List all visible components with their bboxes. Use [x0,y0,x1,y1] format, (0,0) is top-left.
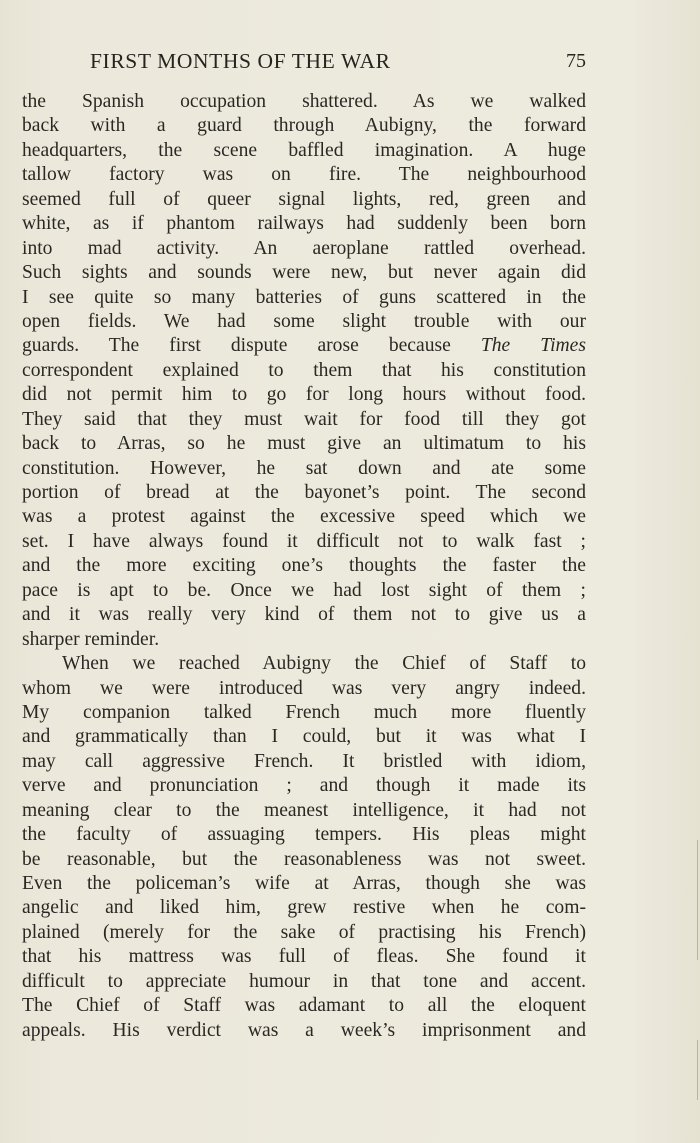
text-line: and it was really very kind of them not to give us a [22,604,586,626]
text-line: appeals. His verdict was a week’s imprisonment and [22,1019,586,1041]
paragraph-start-line: When we reached Aubigny the Chief of Staff to [62,653,586,675]
text-line: Even the policeman’s wife at Arras, though she was [22,873,586,894]
text-line: portion of bread at the bayonet’s point. The second [22,482,586,503]
newspaper-title: The Times [480,335,586,357]
text-line: Such sights and sounds were new, but never again did [22,262,586,284]
text-line: I see quite so many batteries of guns scattered in the [22,286,586,308]
text-line: open fields. We had some slight trouble with our [22,310,586,332]
text-line: set. I have always found it difficult not to walk fast ; [22,530,586,552]
text-line: angelic and liked him, grew restive when he com- [22,897,586,919]
text-line: whom we were introduced was very angry indeed. [22,677,586,699]
text-line: and the more exciting one’s thoughts the faster the [22,555,586,577]
text-line: the Spanish occupation shattered. As we walked [22,91,586,112]
text-line: back with a guard through Aubigny, the forward [22,115,586,137]
text-line: My companion talked French much more fluently [22,701,586,723]
body-text [22,90,586,1043]
running-head [22,44,586,78]
text-line: seemed full of queer signal lights, red, green and [22,188,586,210]
text-line: was a protest against the excessive speed which we [22,506,586,528]
text-line: constitution. However, he sat down and ate some [22,457,586,479]
text-line: white, as if phantom railways had suddenly been born [22,213,586,235]
text-line: verve and pronunciation ; and though it made its [22,775,586,797]
text-line: The Chief of Staff was adamant to all the eloquent [22,995,586,1017]
text-line: They said that they must wait for food till they got [22,408,586,430]
text-line [22,334,586,358]
text-line: difficult to appreciate humour in that tone and accent. [22,970,586,992]
text-line: into mad activity. An aeroplane rattled overhead. [22,237,586,259]
text-line: that his mattress was full of fleas. She found it [22,946,586,968]
text-line: and grammatically than I could, but it was what I [22,726,586,748]
text-line: did not permit him to go for long hours without food. [22,384,586,406]
running-head-title: FIRST MONTHS OF THE WAR [90,49,391,73]
text-line: tallow factory was on fire. The neighbourhood [22,164,586,186]
text-line: back to Arras, so he must give an ultimatum to his [22,433,586,455]
paragraph-end-line: sharper reminder. [22,628,160,650]
page-edge-shadow [697,840,698,960]
text-line: meaning clear to the meanest intelligence, it had not [22,799,586,821]
text-line: may call aggressive French. It bristled with idiom, [22,750,586,772]
text-line: plained (merely for the sake of practising his French) [22,921,586,943]
text-run: guards. The first dispute arose because [22,335,481,357]
text-line: headquarters, the scene baffled imagination. A huge [22,139,586,161]
page-number: 75 [566,50,586,72]
text-line: pace is apt to be. Once we had lost sight of them ; [22,579,586,601]
text-line: the faculty of assuaging tempers. His pleas might [22,824,586,846]
text-line: correspondent explained to them that his constitution [22,359,586,381]
page-edge-shadow [697,1040,698,1100]
text-line: be reasonable, but the reasonableness was not sweet. [22,848,586,870]
